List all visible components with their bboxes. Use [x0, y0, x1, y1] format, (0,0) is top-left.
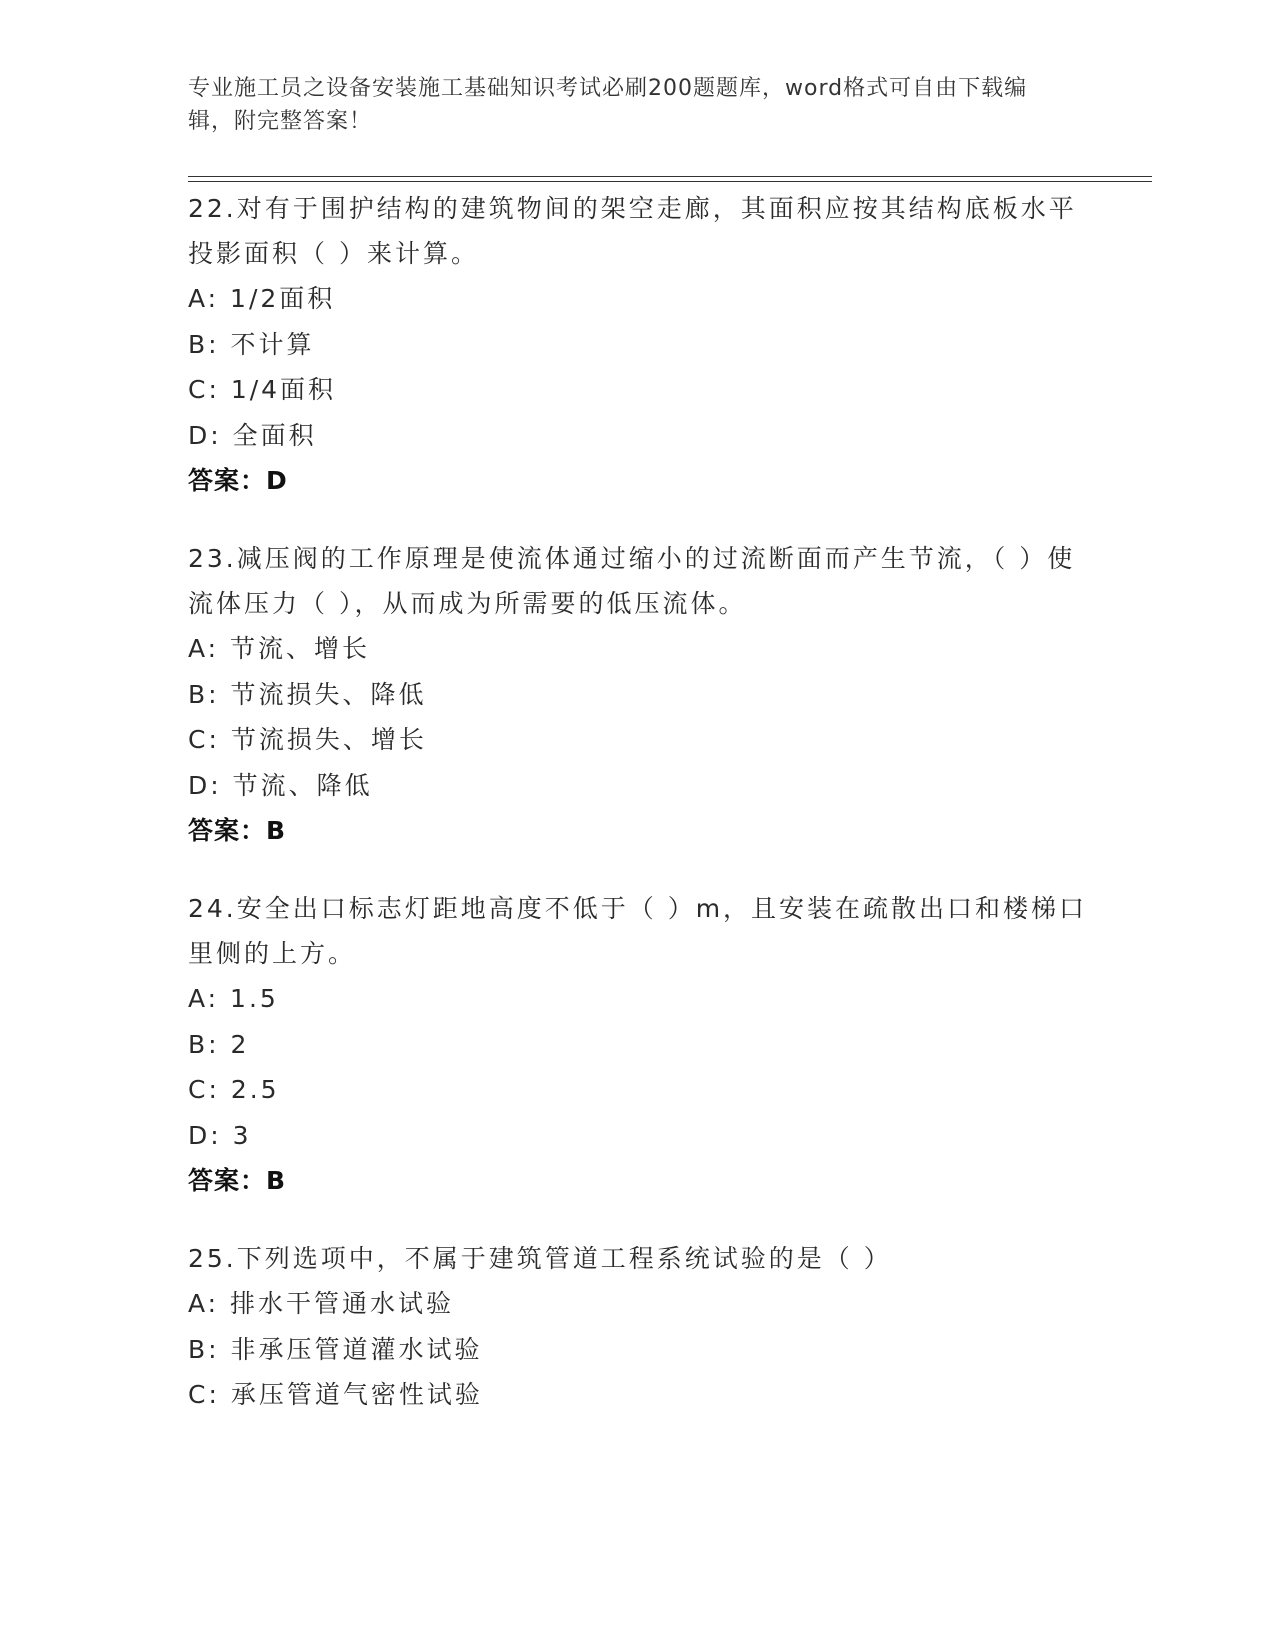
question-list	[188, 186, 1088, 1450]
option-a: A: 排水干管通水试验	[188, 1289, 455, 1318]
question-22	[188, 186, 1088, 504]
option-c: C: 1/4面积	[188, 375, 337, 404]
answer: 答案：B	[188, 816, 287, 845]
option-a: A: 1.5	[188, 984, 279, 1013]
option-b: B: 节流损失、降低	[188, 679, 427, 709]
question-text: 24.安全出口标志灯距地高度不低于（ ）m，且安装在疏散出口和楼梯口里侧的上方。	[188, 894, 1088, 968]
option-b: B: 不计算	[188, 329, 315, 359]
question-text: 25.下列选项中，不属于建筑管道工程系统试验的是（ ）	[188, 1244, 892, 1273]
option-c: C: 节流损失、增长	[188, 725, 427, 754]
option-a: A: 1/2面积	[188, 284, 336, 313]
question-text: 22.对有于围护结构的建筑物间的架空走廊，其面积应按其结构底板水平投影面积（ ）来计算。	[188, 194, 1077, 268]
header-divider-bottom	[188, 181, 1152, 182]
option-c: C: 承压管道气密性试验	[188, 1380, 483, 1409]
question-24	[188, 886, 1088, 1204]
option-c: C: 2.5	[188, 1075, 280, 1104]
option-d: D: 节流、降低	[188, 770, 373, 800]
option-d: D: 3	[188, 1120, 252, 1150]
option-b: B: 2	[188, 1029, 250, 1059]
option-d: D: 全面积	[188, 420, 317, 450]
option-a: A: 节流、增长	[188, 634, 371, 663]
answer: 答案：B	[188, 1166, 287, 1195]
question-23	[188, 536, 1088, 854]
question-25	[188, 1236, 1088, 1418]
document-header: 专业施工员之设备安装施工基础知识考试必刷200题题库，word格式可自由下载编辑，附完整答案！	[188, 76, 1028, 134]
option-b: B: 非承压管道灌水试验	[188, 1334, 483, 1364]
question-text: 23.减压阀的工作原理是使流体通过缩小的过流断面而产生节流，（ ）使流体压力（ ），从而成为所需要的低压流体。	[188, 544, 1076, 618]
header-divider-top	[188, 176, 1152, 177]
answer: 答案：D	[188, 466, 288, 495]
